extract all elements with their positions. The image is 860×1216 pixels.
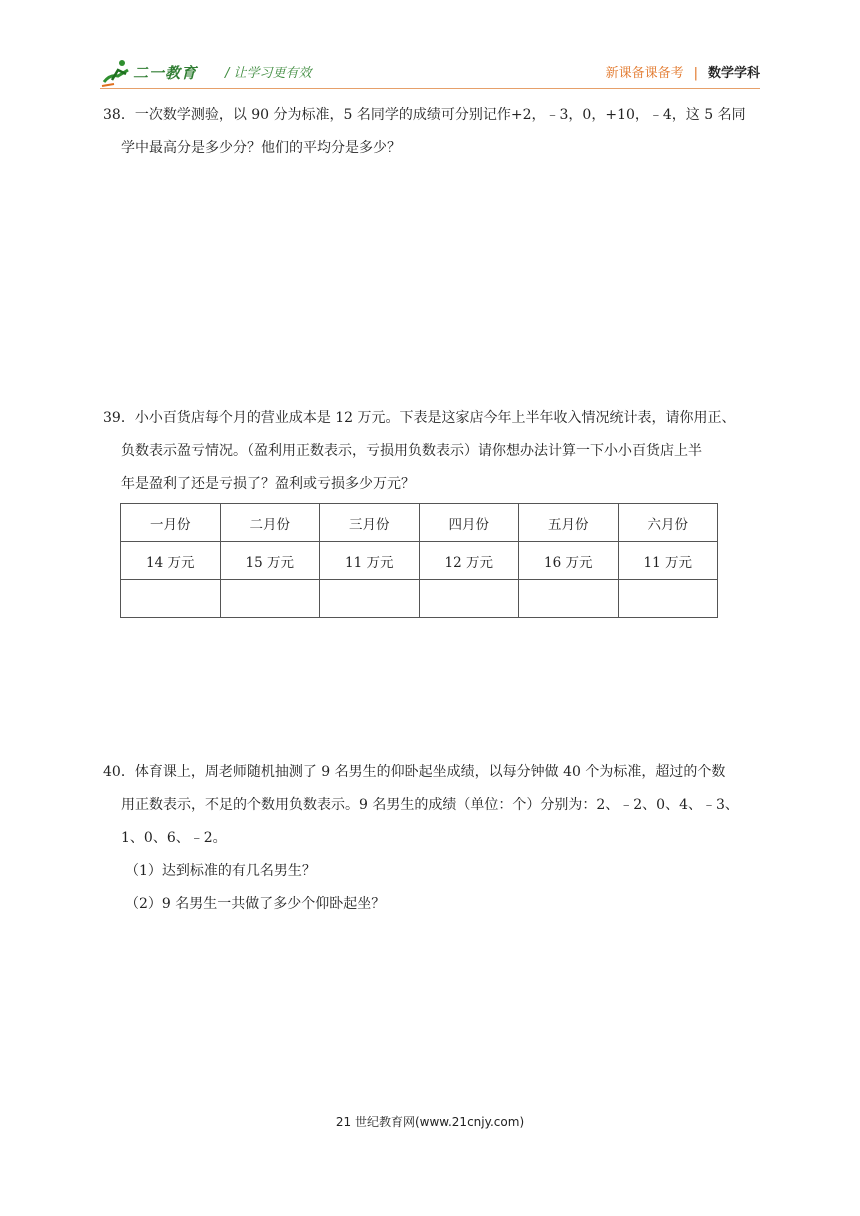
- header-subject: 数学学科: [707, 66, 760, 81]
- q38-line-1: 38．一次数学测验，以 90 分为标准，5 名同学的成绩可分别记作+2，﹣3，0，+10，﹣4，这 5 名同: [103, 107, 746, 123]
- table-cell-blank: [519, 580, 619, 618]
- q40-line-2: 用正数表示，不足的个数用负数表示。9 名男生的成绩（单位：个）分别为：2、﹣2、0、4、﹣3、: [121, 797, 739, 813]
- table-row-income: [121, 542, 718, 580]
- table-cell: 二月份: [220, 504, 320, 542]
- q38-line-2: 学中最高分是多少分？他们的平均分是多少？: [121, 140, 401, 156]
- table-cell: 五月份: [519, 504, 619, 542]
- table-cell: 一月份: [121, 504, 221, 542]
- table-cell: 16 万元: [519, 542, 619, 580]
- q40-sub-1: （1）达到标准的有几名男生？: [125, 863, 316, 879]
- logo: [100, 56, 212, 88]
- question-38: [103, 99, 763, 165]
- page-footer: 21 世纪教育网(www.21cnjy.com): [335, 1115, 525, 1129]
- table-cell: 六月份: [618, 504, 718, 542]
- table-cell-blank: [220, 580, 320, 618]
- header-right: [606, 62, 760, 81]
- question-39: [103, 402, 763, 501]
- table-cell-blank: [320, 580, 420, 618]
- q40-line-3: 1、0、6、﹣2。: [121, 830, 227, 846]
- table-cell: 三月份: [320, 504, 420, 542]
- table-cell: 14 万元: [121, 542, 221, 580]
- q39-line-2: 负数表示盈亏情况。（盈利用正数表示，亏损用负数表示）请你想办法计算一下小小百货店上半: [121, 443, 702, 459]
- slogan: / 让学习更有效: [225, 66, 312, 81]
- table-cell-blank: [121, 580, 221, 618]
- logo-text: 二一教育: [133, 64, 198, 82]
- table-row-blank: [121, 580, 718, 618]
- table-cell: 11 万元: [618, 542, 718, 580]
- header-separator: |: [693, 66, 698, 81]
- table-cell-blank: [618, 580, 718, 618]
- table-cell: 11 万元: [320, 542, 420, 580]
- q39-line-3: 年是盈利了还是亏损了？盈利或亏损多少万元？: [121, 476, 415, 492]
- income-table: [120, 503, 718, 618]
- q40-sub-2: （2）9 名男生一共做了多少个仰卧起坐？: [125, 896, 386, 912]
- table-cell: 15 万元: [220, 542, 320, 580]
- table-cell: 四月份: [419, 504, 519, 542]
- table-cell: 12 万元: [419, 542, 519, 580]
- runner-logo-icon: [100, 56, 134, 88]
- table-cell-blank: [419, 580, 519, 618]
- header-tagline: 新课备课备考: [605, 66, 684, 81]
- table-row-months: [121, 504, 718, 542]
- page-header: [100, 56, 760, 88]
- q39-line-1: 39．小小百货店每个月的营业成本是 12 万元。下表是这家店今年上半年收入情况统计表，请你用正、: [103, 410, 736, 426]
- q40-line-1: 40．体育课上，周老师随机抽测了 9 名男生的仰卧起坐成绩，以每分钟做 40 个为标准，超过的个数: [103, 764, 726, 780]
- header-divider: [100, 88, 760, 89]
- question-40: [103, 756, 763, 921]
